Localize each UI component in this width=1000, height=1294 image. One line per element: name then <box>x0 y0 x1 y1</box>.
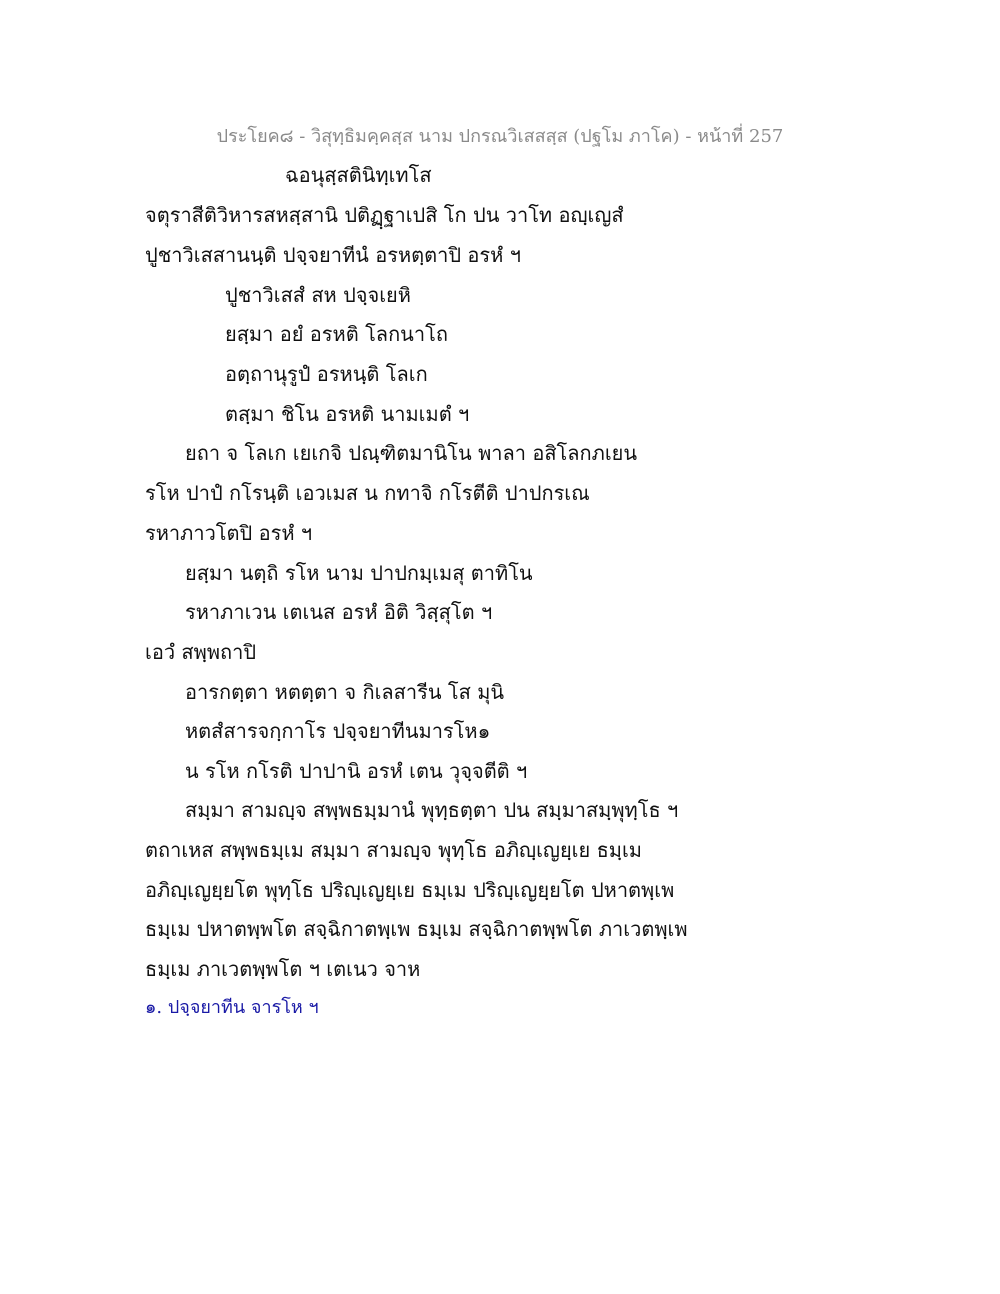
text-line: ธมฺเม ปหาตพฺพโต สจฺฉิกาตพฺเพ ธมฺเม สจฺฉิกาตพฺพโต ภาเวตพฺเพ <box>145 917 688 941</box>
text-line: จตุราสีติวิหารสหสฺสานิ ปติฏฺฐาเปสิ โก ปน วาโท อญฺเญสํ <box>145 203 624 227</box>
verse-line: อตฺถานุรูปํ อรหนฺติ โลเก <box>225 362 428 386</box>
verse-line: หตสํสารจกฺกาโร ปจฺจยาทีนมารโห๑ <box>185 719 491 743</box>
text-line: อภิญฺเญยฺยโต พุทฺโธ ปริญฺเญยฺเย ธมฺเม ปริญฺเญยฺยโต ปหาตพฺเพ <box>145 878 675 902</box>
verse-line: ปูชาวิเสสํ สห ปจฺจเยหิ <box>225 283 411 307</box>
text-line: เอวํ สพฺพถาปิ <box>145 640 257 664</box>
text-line: รหาภาวโตปิ อรหํ ฯ <box>145 521 313 545</box>
text-line: ธมฺเม ภาเวตพฺพโต ฯ เตเนว จาห <box>145 957 421 981</box>
verse-line: อารกตฺตา หตตฺตา จ กิเลสารีน โส มุนิ <box>185 680 505 704</box>
verse-line: ตสฺมา ชิโน อรหติ นามเมตํ ฯ <box>225 402 470 426</box>
text-line: ปูชาวิเสสานนฺติ ปจฺจยาทีนํ อรหตฺตาปิ อรหํ ฯ <box>145 243 521 267</box>
verse-line: ยสฺมา นตฺถิ รโห นาม ปาปกมฺเมสุ ตาทิโน <box>185 561 533 585</box>
footnote: ๑. ปจฺจยาทีน จารโห ฯ <box>145 997 319 1018</box>
page-header: ประโยค๘ - วิสุทฺธิมคฺคสฺส นาม ปกรณวิเสสสฺส (ปฐโม ภาโค) - หน้าที่ 257 <box>216 126 784 147</box>
verse-line: รหาภาเวน เตเนส อรหํ อิติ วิสฺสุโต ฯ <box>185 600 493 624</box>
text-line: ยถา จ โลเก เยเกจิ ปณฺฑิตมานิโน พาลา อสิโลกภเยน <box>185 441 638 465</box>
text-line: สมฺมา สามญฺจ สพฺพธมฺมานํ พุทฺธตฺตา ปน สมฺมาสมฺพุทฺโธ ฯ <box>185 798 679 822</box>
text-line: ตถาเหส สพฺพธมฺเม สมฺมา สามญฺจ พุทฺโธ อภิญฺเญยฺเย ธมฺเม <box>145 838 642 862</box>
verse-line: น รโห กโรติ ปาปานิ อรหํ เตน วุจฺจตีติ ฯ <box>185 759 528 783</box>
section-title: ฉอนุสฺสตินิทฺเทโส <box>285 163 432 187</box>
verse-line: ยสฺมา อยํ อรหติ โลกนาโถ <box>225 322 448 346</box>
text-line: รโห ปาปํ กโรนฺติ เอวเมส น กทาจิ กโรตีติ ปาปกรเณ <box>145 481 590 505</box>
